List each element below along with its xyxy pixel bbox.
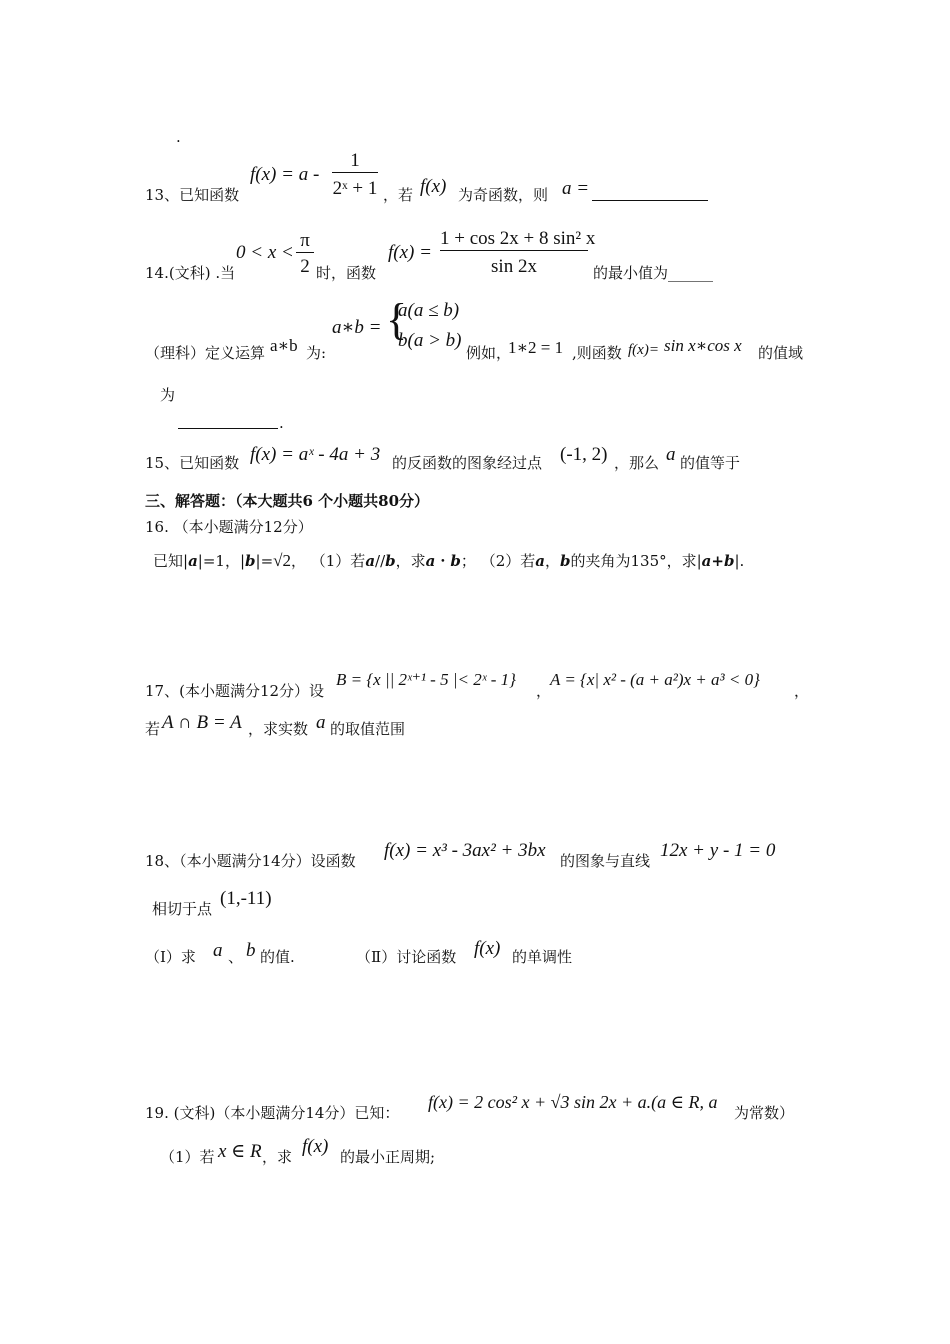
- q14-f-lhs: f(x) =: [388, 242, 432, 263]
- q14-then: ,则函数: [572, 344, 622, 362]
- q14-def-lhs: a∗b =: [332, 317, 382, 338]
- q14-mid: 时，函数: [316, 264, 377, 282]
- q15-point: (-1, 2): [560, 444, 608, 465]
- q14-op: a∗b: [270, 336, 298, 355]
- q13-fx: f(x): [420, 176, 447, 197]
- q18-p1-end: 的值.: [260, 948, 295, 966]
- q17-mid: ，求实数: [248, 720, 309, 738]
- q13-answer: a =: [562, 178, 590, 199]
- q13-prefix: 13、已知函数: [145, 186, 240, 204]
- q14-example: 例如，: [466, 344, 512, 362]
- q18-mid: 的图象与直线: [560, 852, 651, 870]
- q14-pi-den: 2: [300, 256, 310, 277]
- q14-brace: {: [386, 295, 408, 344]
- q16-head: 16. （本小题满分12分）: [145, 518, 313, 536]
- q17-prefix: 17、(本小题满分12分）设: [145, 682, 325, 700]
- q14-blank: [178, 428, 278, 429]
- stray-dot: .: [176, 128, 181, 146]
- q19-f: f(x) = 2 cos² x + √3 sin 2x + a.(a ∈ R, a: [428, 1092, 718, 1112]
- q18-line: 12x + y - 1 = 0: [660, 840, 776, 861]
- q18-b: b: [246, 940, 256, 961]
- q15-prefix: 15、已知函数: [145, 454, 240, 472]
- q13-blank: [592, 200, 708, 201]
- q14-f-den: sin 2x: [491, 256, 537, 277]
- q15-mid: 的反函数的图象经过点: [392, 454, 543, 472]
- q15-formula: f(x) = aˣ - 4a + 3: [250, 444, 381, 465]
- q19-p1: （1）若: [160, 1148, 215, 1166]
- q14-case2: b(a > b): [398, 330, 462, 351]
- q14-case1: a(a ≤ b): [398, 300, 460, 321]
- q14-li-wei: 为:: [306, 344, 327, 362]
- q19-p1-mid: ，求: [262, 1148, 293, 1166]
- section-title: 三、解答题：（本大题共6 个小题共80分）: [145, 492, 430, 510]
- q19-fx: f(x): [302, 1136, 329, 1157]
- q14-example-eq: 1∗2 = 1: [508, 338, 564, 357]
- q15-mid2: ，那么: [614, 454, 660, 472]
- q14-li-prefix: （理科）定义运算: [145, 344, 266, 362]
- q14-prefix: 14.(文科) .当: [145, 264, 236, 282]
- q17-suffix: 的取值范围: [330, 720, 406, 738]
- q18-a: a: [213, 940, 223, 961]
- q15-suffix: 的值等于: [680, 454, 741, 472]
- q14-fx-italic: f(x)=: [628, 342, 659, 358]
- q19-p1-end: 的最小正周期;: [340, 1148, 436, 1166]
- q18-point: (1,-11): [220, 888, 272, 909]
- q13-mid2: 为奇函数，则: [458, 186, 549, 204]
- q14-sincos: sin x∗cos x: [664, 336, 742, 355]
- q17-a: a: [316, 712, 326, 733]
- q18-sep: 、: [228, 948, 244, 966]
- q17-comma: ，: [536, 682, 552, 700]
- q13-frac-den: 2ˣ + 1: [332, 178, 378, 199]
- q18-f: f(x) = x³ - 3ax² + 3bx: [384, 840, 546, 861]
- q18-fx: f(x): [474, 938, 501, 959]
- q14-cond: 0 < x <: [236, 242, 294, 263]
- q19-cond: x ∈ R: [218, 1141, 262, 1162]
- q14-wei: 为: [160, 386, 176, 404]
- q14-range: 的值域: [758, 344, 804, 362]
- q18-p2: （Ⅱ）讨论函数: [356, 948, 457, 966]
- q17-setA: A = {x| x² - (a + a²)x + a³ < 0}: [550, 670, 760, 689]
- q14-suffix: 的最小值为______: [593, 264, 714, 282]
- q13-frac-num: 1: [332, 150, 378, 173]
- q17-comma2: ，: [794, 682, 810, 700]
- q14-end: .: [279, 414, 284, 432]
- q17-cond: A ∩ B = A: [162, 712, 242, 733]
- q16-text: 已知|a|=1，|b|=√2， （1）若a//b，求a・b； （2）若a，b的夹角为135°，求|a+b|.: [153, 551, 745, 570]
- q18-p1: （Ⅰ）求: [145, 948, 196, 966]
- q18-prefix: 18、（本小题满分14分）设函数: [145, 852, 356, 870]
- q13-mid: ，若: [383, 186, 414, 204]
- q19-const: 为常数）: [734, 1104, 795, 1122]
- q19-prefix: 19. (文科)（本小题满分14分）已知：: [145, 1104, 400, 1122]
- q18-p2-end: 的单调性: [512, 948, 573, 966]
- q13-lhs: f(x) = a -: [250, 164, 320, 185]
- q14-pi-num: π: [296, 230, 314, 253]
- q14-f-num: 1 + cos 2x + 8 sin² x: [440, 228, 596, 249]
- q15-a: a: [666, 444, 676, 465]
- q17-ruo: 若: [145, 720, 161, 738]
- q18-tangent: 相切于点: [152, 900, 213, 918]
- q17-setB: B = {x || 2ˣ⁺¹ - 5 |< 2ˣ - 1}: [336, 670, 516, 689]
